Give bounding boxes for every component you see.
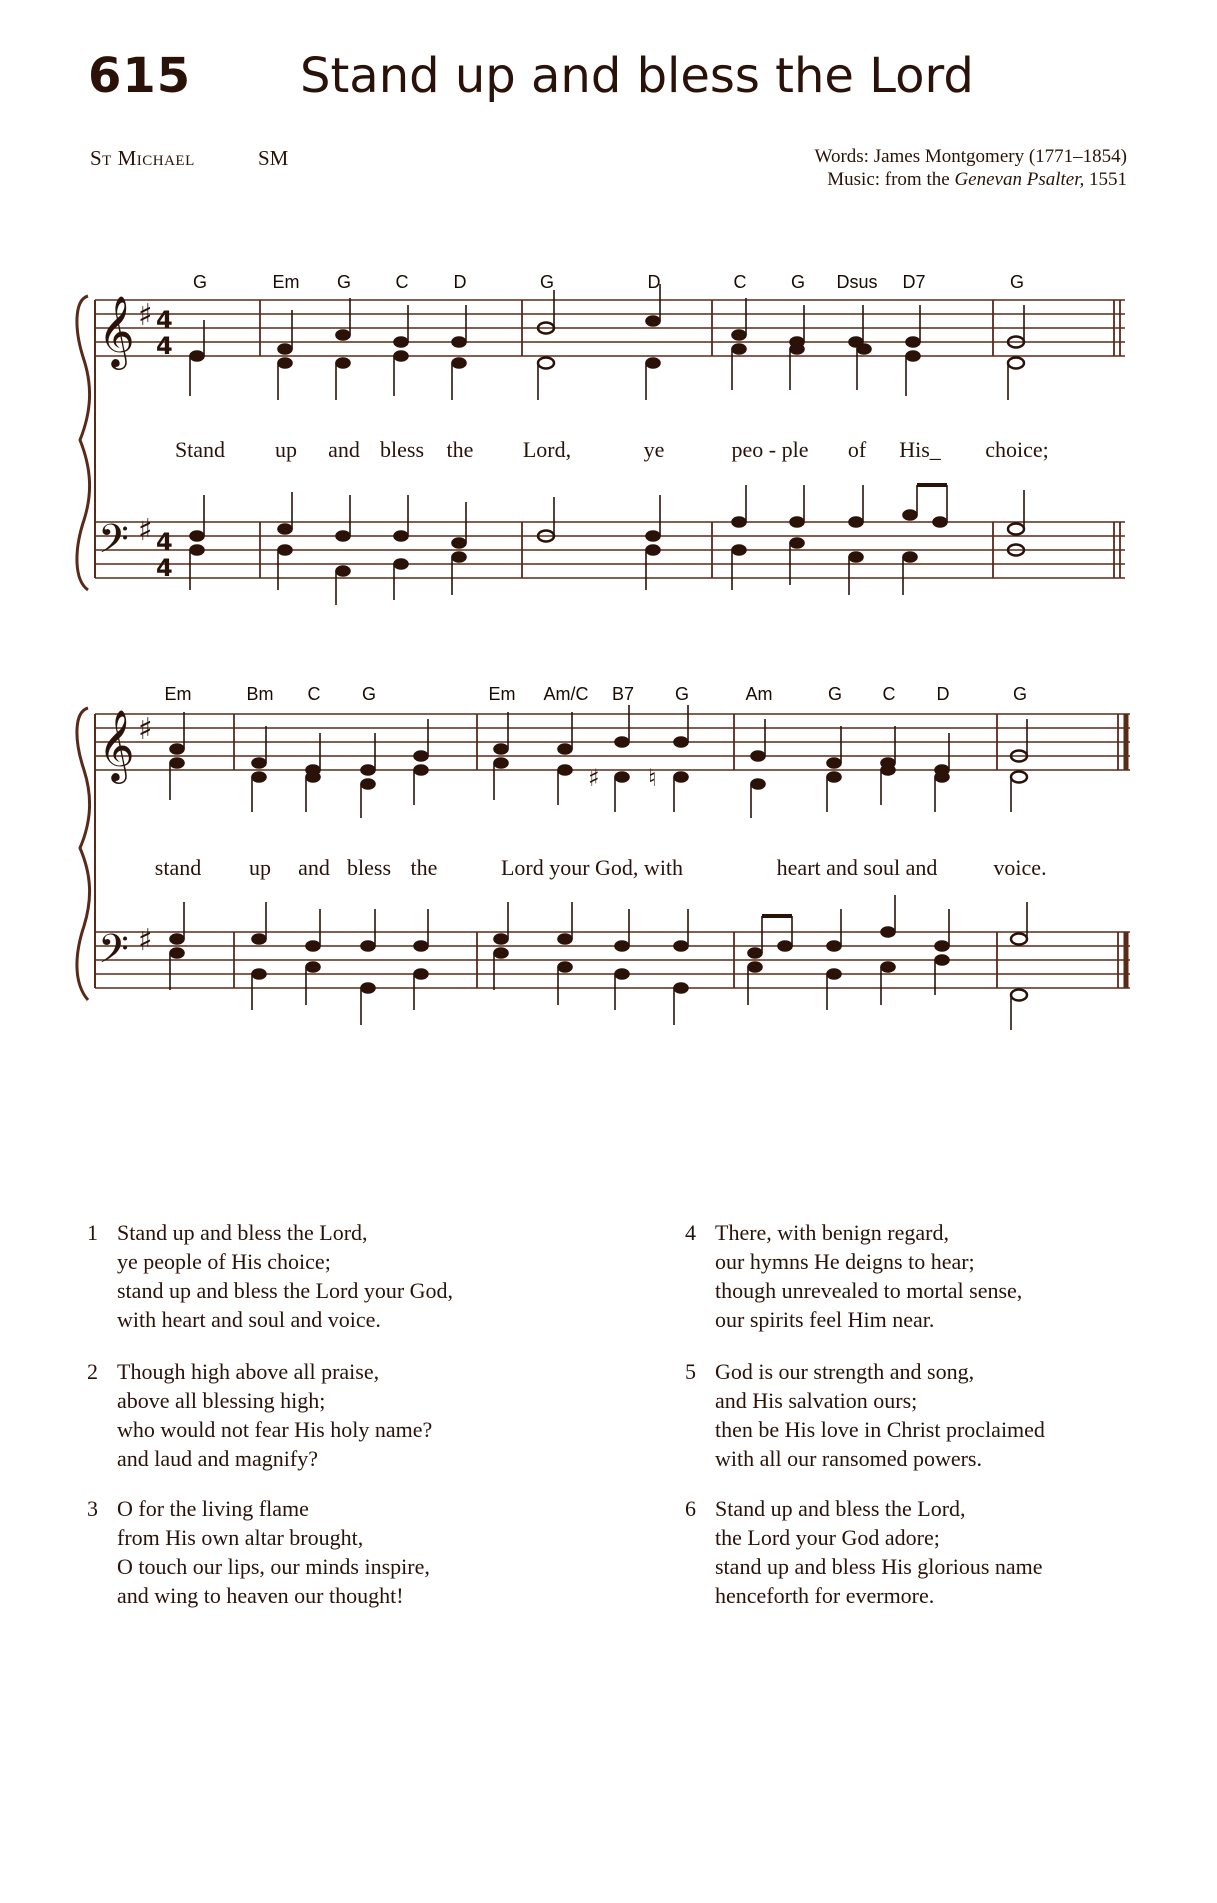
chord-symbol: G (361, 684, 377, 704)
lyric-syllable: heart and soul and (776, 855, 938, 880)
chord-symbol: Em (488, 684, 516, 704)
lyric-syllable: of (847, 437, 867, 462)
verse-line: though unrevealed to mortal sense, (715, 1278, 1023, 1303)
chord-symbol: B7 (611, 684, 635, 704)
verse-3 (87, 1494, 430, 1610)
verse-line: ye people of His choice; (117, 1249, 331, 1274)
verse-1 (87, 1218, 454, 1334)
chord-symbol: Em (164, 684, 192, 704)
verse-line: God is our strength and song, (715, 1359, 975, 1384)
verse-number: 2 (87, 1359, 98, 1384)
lyric-syllable: stand (154, 855, 202, 880)
chord-symbol: Am (745, 684, 773, 704)
chord-symbol: D (647, 272, 661, 292)
music-credit-year: 1551 (1084, 169, 1127, 190)
verse-line: O for the living flame (117, 1496, 309, 1521)
music-credit-prefix: Music: from the (827, 169, 955, 190)
lyric-syllable: Lord, (522, 437, 572, 462)
lyric-syllable: the (446, 437, 474, 462)
verse-line: the Lord your God adore; (715, 1525, 940, 1550)
verse-line: with heart and soul and voice. (117, 1307, 381, 1332)
svg-text:♯: ♯ (138, 513, 153, 548)
verse-number: 6 (685, 1496, 696, 1521)
svg-text:4: 4 (156, 332, 173, 360)
lyric-syllable: peo - ple (731, 437, 809, 462)
meter: SM (258, 146, 289, 170)
lyric-syllable: ye (643, 437, 665, 462)
verse-line: and wing to heaven our thought! (117, 1583, 404, 1608)
chord-symbol: Am/C (543, 684, 589, 704)
svg-text:♮: ♮ (648, 764, 657, 792)
verse-number: 1 (87, 1220, 98, 1245)
chord-symbol: G (790, 272, 806, 292)
svg-text:♯: ♯ (138, 712, 153, 747)
verse-5 (685, 1357, 1045, 1473)
lyric-syllable: Stand (174, 437, 226, 462)
verse-number: 4 (685, 1220, 696, 1245)
music-credit (827, 169, 1127, 191)
chord-symbol: G (1009, 272, 1025, 292)
words-credit: Words: James Montgomery (1771–1854) (814, 146, 1127, 167)
lyric-syllable: up (275, 437, 297, 462)
verse-line: Though high above all praise, (117, 1359, 380, 1384)
verse-number: 3 (87, 1496, 98, 1521)
chord-symbol: G (336, 272, 352, 292)
lyric-syllable: and (328, 437, 360, 462)
verse-4 (685, 1218, 1023, 1334)
lyric-syllable: bless (347, 855, 391, 880)
lyric-syllable: bless (380, 437, 424, 462)
lyric-syllable: up (249, 855, 271, 880)
verse-line: O touch our lips, our minds inspire, (117, 1554, 430, 1579)
verse-line: henceforth for evermore. (715, 1583, 935, 1608)
chord-symbol: C (733, 272, 747, 292)
lyric-syllable: and (298, 855, 330, 880)
verse-6 (685, 1494, 1043, 1610)
svg-text:𝄞: 𝄞 (98, 708, 135, 781)
verse-2 (87, 1357, 433, 1473)
chord-symbol: G (674, 684, 690, 704)
svg-text:♯: ♯ (588, 764, 600, 792)
verse-line: Stand up and bless the Lord, (715, 1496, 966, 1521)
chord-symbol: D (936, 684, 950, 704)
verse-line: our hymns He deigns to hear; (715, 1249, 975, 1274)
svg-text:𝄞: 𝄞 (98, 294, 135, 367)
verse-line: with all our ransomed powers. (715, 1446, 982, 1471)
chord-symbol: C (395, 272, 409, 292)
svg-text:𝄢: 𝄢 (98, 516, 129, 572)
verse-line: from His own altar brought, (117, 1525, 364, 1550)
chord-symbol: D7 (902, 272, 926, 292)
svg-text:♯: ♯ (138, 923, 153, 958)
verse-line: our spirits feel Him near. (715, 1307, 935, 1332)
tune-name: St Michael (90, 146, 195, 170)
svg-text:♯: ♯ (138, 298, 153, 333)
lyric-syllable: the (410, 855, 438, 880)
verse-line: Stand up and bless the Lord, (117, 1220, 368, 1245)
hymn-number: 615 (88, 48, 192, 104)
verse-line: then be His love in Christ proclaimed (715, 1417, 1045, 1442)
chord-symbol: C (307, 684, 321, 704)
chord-symbol: G (827, 684, 843, 704)
verse-line: stand up and bless the Lord your God, (117, 1278, 454, 1303)
verse-number: 5 (685, 1359, 696, 1384)
verse-line: stand up and bless His glorious name (715, 1554, 1043, 1579)
svg-text:4: 4 (156, 306, 173, 334)
lyric-syllable: Lord your God, with (500, 855, 684, 880)
lyric-syllable: His_ (899, 437, 941, 462)
lyric-syllable: voice. (993, 855, 1047, 880)
svg-text:𝄢: 𝄢 (98, 926, 129, 982)
svg-text:4: 4 (156, 554, 173, 582)
chord-symbol: G (1012, 684, 1028, 704)
chord-symbol: Em (272, 272, 300, 292)
verse-line: who would not fear His holy name? (117, 1417, 433, 1442)
verse-line: There, with benign regard, (715, 1220, 949, 1245)
music-credit-source: Genevan Psalter, (954, 169, 1085, 190)
hymn-title: Stand up and bless the Lord (300, 48, 974, 104)
verse-line: and His salvation ours; (715, 1388, 918, 1413)
chord-symbol: G (192, 272, 208, 292)
verse-line: above all blessing high; (117, 1388, 326, 1413)
chord-symbol: C (882, 684, 896, 704)
verse-line: and laud and magnify? (117, 1446, 318, 1471)
chord-symbol: Bm (246, 684, 274, 704)
svg-text:4: 4 (156, 528, 173, 556)
chord-symbol: Dsus (836, 272, 878, 292)
chord-symbol: G (539, 272, 555, 292)
chord-symbol: D (453, 272, 467, 292)
lyric-syllable: choice; (985, 437, 1049, 462)
